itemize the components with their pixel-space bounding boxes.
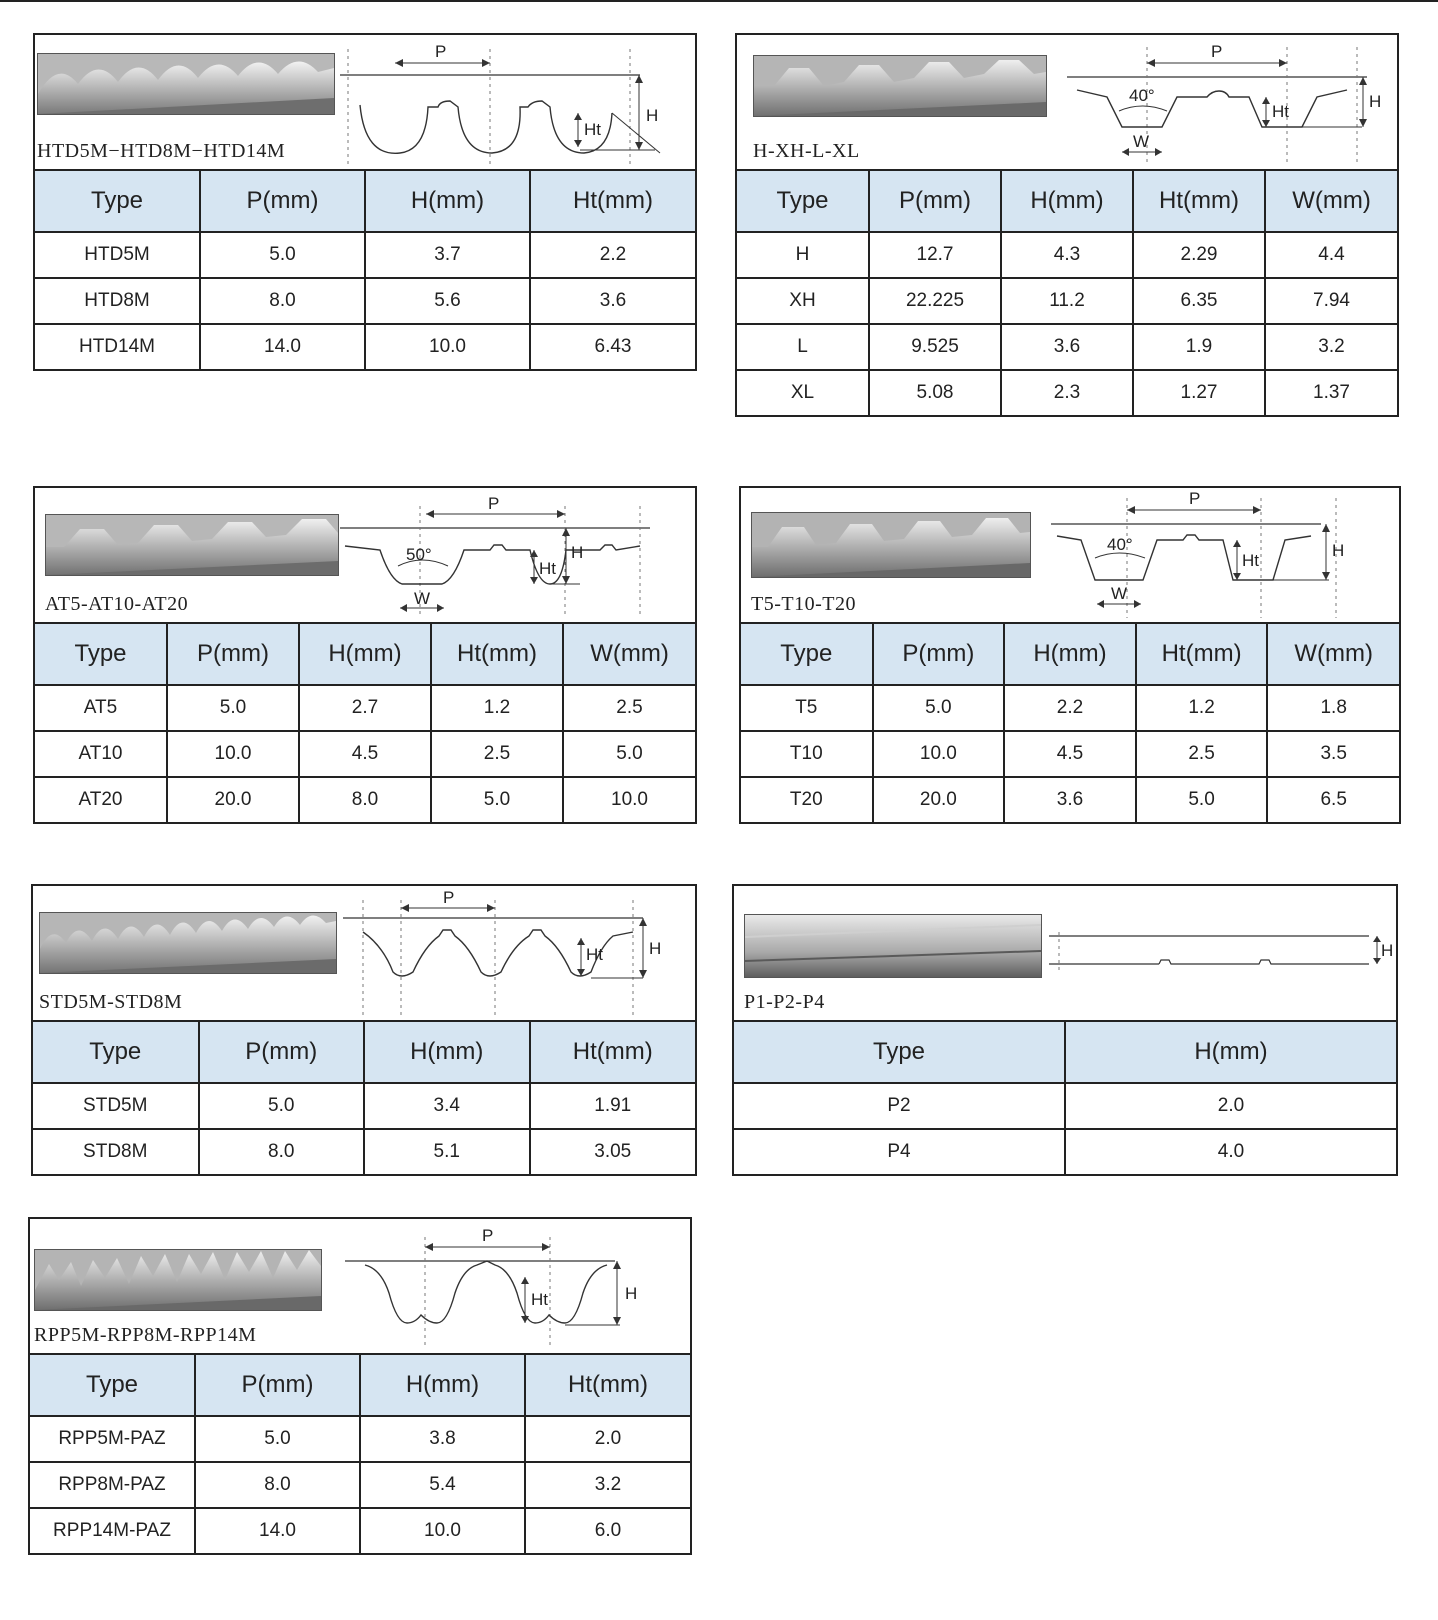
type-cell: HTD8M	[35, 278, 200, 324]
width-label: W	[1111, 584, 1128, 603]
rpp-belt-panel	[28, 1217, 692, 1555]
tooth-height-label: Ht	[1242, 551, 1259, 570]
table-row	[741, 731, 1399, 777]
col-header-ht: Ht(mm)	[1136, 624, 1268, 685]
trapezoid-tooth-profile-diagram	[1067, 35, 1392, 169]
table-row	[35, 731, 695, 777]
p-cell: 9.525	[869, 324, 1001, 370]
col-header-p: P(mm)	[195, 1355, 360, 1416]
w-cell: 4.4	[1318, 244, 1345, 265]
h-xh-l-xl-spec-table	[737, 171, 1397, 415]
w-cell: 3.5	[1267, 731, 1399, 777]
table-row	[35, 232, 695, 278]
h-cell: 2.7	[299, 685, 431, 731]
pitch-label: P	[482, 1226, 494, 1245]
height-label: H	[1381, 941, 1394, 960]
table-header-row	[741, 624, 1399, 685]
t-spec-table	[741, 624, 1399, 822]
h-cell: 10.0	[360, 1508, 525, 1553]
col-header-type: Type	[741, 624, 873, 685]
angle-label: 40°	[1129, 86, 1155, 105]
h-cell: 3.7	[365, 232, 530, 278]
type-cell: AT5	[35, 685, 167, 731]
w-cell: 1.8	[1320, 697, 1347, 718]
tooth-height-label: Ht	[539, 559, 556, 578]
w-cell: 10.0	[563, 777, 695, 822]
col-header-p: P(mm)	[167, 624, 299, 685]
col-header-type: Type	[35, 624, 167, 685]
type-cell: T20	[741, 777, 873, 822]
table-row	[30, 1508, 690, 1553]
table-header-row	[35, 624, 695, 685]
h-cell: 4.5	[1004, 731, 1136, 777]
p-cell: 10.0	[167, 731, 299, 777]
h-cell: 3.4	[364, 1083, 530, 1129]
ht-cell: 1.91	[594, 1095, 632, 1116]
w-cell: 6.5	[1267, 777, 1399, 822]
p-cell: 8.0	[199, 1129, 365, 1174]
table-row	[33, 1129, 695, 1174]
type-cell: STD5M	[33, 1083, 199, 1129]
ht-cell: 1.27	[1133, 370, 1265, 415]
angle-label: 40°	[1107, 535, 1133, 554]
col-header-type: Type	[737, 171, 869, 232]
table-header-row	[33, 1022, 695, 1083]
h-cell: 10.0	[365, 324, 530, 369]
h-cell: 2.3	[1001, 370, 1133, 415]
p-cell: 5.0	[195, 1416, 360, 1462]
col-header-h: H(mm)	[299, 624, 431, 685]
ht-cell: 6.43	[530, 324, 695, 369]
p-cell: 8.0	[200, 278, 365, 324]
w-cell: 7.94	[1265, 278, 1397, 324]
h-cell: 5.1	[364, 1129, 530, 1174]
tooth-height-label: Ht	[531, 1290, 548, 1309]
p-cell: 22.225	[869, 278, 1001, 324]
table-header-row	[35, 171, 695, 232]
ht-cell: 2.5	[431, 731, 563, 777]
p-series-title: P1-P2-P4	[744, 991, 825, 1013]
col-header-h: H(mm)	[360, 1355, 525, 1416]
col-header-h: H(mm)	[1065, 1022, 1396, 1083]
at-series-title: AT5-AT10-AT20	[45, 593, 189, 615]
h-xh-l-xl-figure	[737, 35, 1397, 171]
p-cell: 10.0	[873, 731, 1005, 777]
table-row	[30, 1416, 690, 1462]
type-cell: AT10	[35, 731, 167, 777]
type-cell: HTD5M	[35, 232, 200, 278]
at-tooth-profile-diagram	[340, 488, 680, 622]
table-header-row	[737, 171, 1397, 232]
pitch-label: P	[435, 42, 447, 61]
col-header-w: W(mm)	[1265, 171, 1397, 232]
table-row	[734, 1083, 1396, 1129]
col-header-p: P(mm)	[873, 624, 1005, 685]
h-xh-l-xl-belt-panel	[735, 33, 1399, 417]
std-figure	[33, 886, 695, 1022]
w-cell: 2.5	[616, 697, 643, 718]
height-label: H	[649, 939, 662, 958]
top-rule	[0, 0, 1438, 2]
std-tooth-profile-diagram	[343, 886, 683, 1020]
table-row	[35, 278, 695, 324]
ht-cell: 2.2	[599, 244, 627, 265]
pitch-label: P	[1211, 42, 1223, 61]
table-row	[737, 232, 1397, 278]
col-header-h: H(mm)	[364, 1022, 530, 1083]
std-series-title: STD5M-STD8M	[39, 991, 183, 1013]
p-cell: 5.08	[869, 370, 1001, 415]
col-header-type: Type	[30, 1355, 195, 1416]
col-header-ht: Ht(mm)	[1133, 171, 1265, 232]
col-header-h: H(mm)	[1004, 624, 1136, 685]
t-figure	[741, 488, 1399, 624]
table-header-row	[734, 1022, 1396, 1083]
std-belt-panel	[31, 884, 697, 1176]
col-header-type: Type	[734, 1022, 1065, 1083]
table-row	[737, 278, 1397, 324]
belt-photo	[39, 912, 337, 974]
ht-cell: 2.0	[594, 1428, 622, 1449]
col-header-h: H(mm)	[1001, 171, 1133, 232]
h-cell: 3.6	[1001, 324, 1133, 370]
type-cell: XL	[737, 370, 869, 415]
type-cell: H	[737, 232, 869, 278]
h-cell: 8.0	[299, 777, 431, 822]
table-row	[737, 324, 1397, 370]
type-cell: RPP5M-PAZ	[30, 1416, 195, 1462]
table-row	[741, 685, 1399, 731]
htd-tooth-profile-diagram	[340, 35, 670, 169]
ht-cell: 1.9	[1133, 324, 1265, 370]
rpp-spec-table	[30, 1355, 690, 1553]
ht-cell: 5.0	[431, 777, 563, 822]
p-spec-table	[734, 1022, 1396, 1174]
h-cell: 4.3	[1001, 232, 1133, 278]
width-label: W	[414, 589, 431, 608]
type-cell: P2	[734, 1083, 1065, 1129]
type-cell: AT20	[35, 777, 167, 822]
p-cell: 5.0	[199, 1083, 365, 1129]
pitch-label: P	[1189, 489, 1201, 508]
h-cell: 2.0	[1217, 1095, 1245, 1116]
htd-series-title: HTD5M−HTD8M−HTD14M	[37, 140, 286, 162]
table-row	[734, 1129, 1396, 1174]
at-belt-panel	[33, 486, 697, 824]
pitch-label: P	[443, 888, 455, 907]
table-header-row	[30, 1355, 690, 1416]
ht-cell: 6.35	[1133, 278, 1265, 324]
tooth-height-label: Ht	[584, 120, 601, 139]
p-belt-panel	[732, 884, 1398, 1176]
table-row	[35, 777, 695, 822]
p-cell: 14.0	[200, 324, 365, 369]
ht-cell: 5.0	[1136, 777, 1268, 822]
height-label: H	[1369, 92, 1382, 111]
type-cell: RPP14M-PAZ	[30, 1508, 195, 1553]
col-header-w: W(mm)	[1267, 624, 1399, 685]
col-header-ht: Ht(mm)	[431, 624, 563, 685]
ht-cell: 3.05	[530, 1129, 696, 1174]
h-cell: 3.8	[360, 1416, 525, 1462]
ht-cell: 3.2	[525, 1462, 690, 1508]
h-cell: 5.6	[365, 278, 530, 324]
ht-cell: 1.2	[431, 685, 563, 731]
belt-photo	[45, 514, 339, 576]
table-row	[35, 324, 695, 369]
table-row	[33, 1083, 695, 1129]
p-figure	[734, 886, 1396, 1022]
at-figure	[35, 488, 695, 624]
w-cell: 3.2	[1265, 324, 1397, 370]
type-cell: L	[737, 324, 869, 370]
height-label: H	[625, 1284, 638, 1303]
h-cell: 2.2	[1004, 685, 1136, 731]
height-label: H	[571, 543, 584, 562]
h-cell: 4.0	[1065, 1129, 1396, 1174]
p-cell: 8.0	[195, 1462, 360, 1508]
type-cell: T10	[741, 731, 873, 777]
h-cell: 4.5	[299, 731, 431, 777]
h-cell: 3.6	[1004, 777, 1136, 822]
p-cell: 5.0	[167, 685, 299, 731]
w-cell: 5.0	[563, 731, 695, 777]
col-header-p: P(mm)	[199, 1022, 365, 1083]
width-label: W	[1133, 132, 1150, 151]
h-cell: 11.2	[1001, 278, 1133, 324]
type-cell: XH	[737, 278, 869, 324]
p-cell: 5.0	[200, 232, 365, 278]
col-header-p: P(mm)	[200, 171, 365, 232]
col-header-ht: Ht(mm)	[530, 171, 695, 232]
col-header-p: P(mm)	[869, 171, 1001, 232]
htd-figure	[35, 35, 695, 171]
ht-cell: 6.0	[525, 1508, 690, 1553]
table-row	[737, 370, 1397, 415]
ht-cell: 1.2	[1136, 685, 1268, 731]
height-label: H	[1332, 541, 1345, 560]
ht-cell: 2.5	[1136, 731, 1268, 777]
table-row	[30, 1462, 690, 1508]
p-cell: 5.0	[873, 685, 1005, 731]
h-xh-l-xl-series-title: H-XH-L-XL	[753, 140, 860, 162]
col-header-type: Type	[33, 1022, 199, 1083]
t-tooth-profile-diagram	[1051, 488, 1381, 622]
height-label: H	[646, 106, 659, 125]
tooth-height-label: Ht	[586, 945, 603, 964]
p-cell: 20.0	[167, 777, 299, 822]
angle-label: 50°	[406, 545, 432, 564]
htd-spec-table	[35, 171, 695, 369]
type-cell: STD8M	[33, 1129, 199, 1174]
col-header-h: H(mm)	[365, 171, 530, 232]
belt-photo	[744, 914, 1042, 978]
belt-photo	[753, 55, 1047, 117]
col-header-type: Type	[35, 171, 200, 232]
type-cell: RPP8M-PAZ	[30, 1462, 195, 1508]
ht-cell: 3.6	[530, 278, 695, 324]
rpp-tooth-profile-diagram	[345, 1219, 675, 1353]
belt-photo	[37, 53, 335, 115]
col-header-ht: Ht(mm)	[525, 1355, 690, 1416]
at-spec-table	[35, 624, 695, 822]
table-row	[35, 685, 695, 731]
type-cell: T5	[741, 685, 873, 731]
flat-belt-profile-diagram	[1049, 926, 1394, 976]
table-row	[741, 777, 1399, 822]
belt-photo	[751, 512, 1031, 578]
p-cell: 14.0	[195, 1508, 360, 1553]
t-belt-panel	[739, 486, 1401, 824]
type-cell: HTD14M	[35, 324, 200, 369]
p-cell: 20.0	[873, 777, 1005, 822]
ht-cell: 2.29	[1133, 232, 1265, 278]
pitch-label: P	[488, 494, 500, 513]
std-spec-table	[33, 1022, 695, 1174]
tooth-height-label: Ht	[1272, 102, 1289, 121]
col-header-ht: Ht(mm)	[530, 1022, 696, 1083]
rpp-series-title: RPP5M-RPP8M-RPP14M	[34, 1324, 257, 1346]
belt-photo	[34, 1249, 322, 1311]
col-header-w: W(mm)	[563, 624, 695, 685]
h-cell: 5.4	[360, 1462, 525, 1508]
t-series-title: T5-T10-T20	[751, 593, 856, 615]
w-cell: 1.37	[1265, 370, 1397, 415]
p-cell: 12.7	[869, 232, 1001, 278]
htd-belt-panel	[33, 33, 697, 371]
type-cell: P4	[734, 1129, 1065, 1174]
rpp-figure	[30, 1219, 690, 1355]
